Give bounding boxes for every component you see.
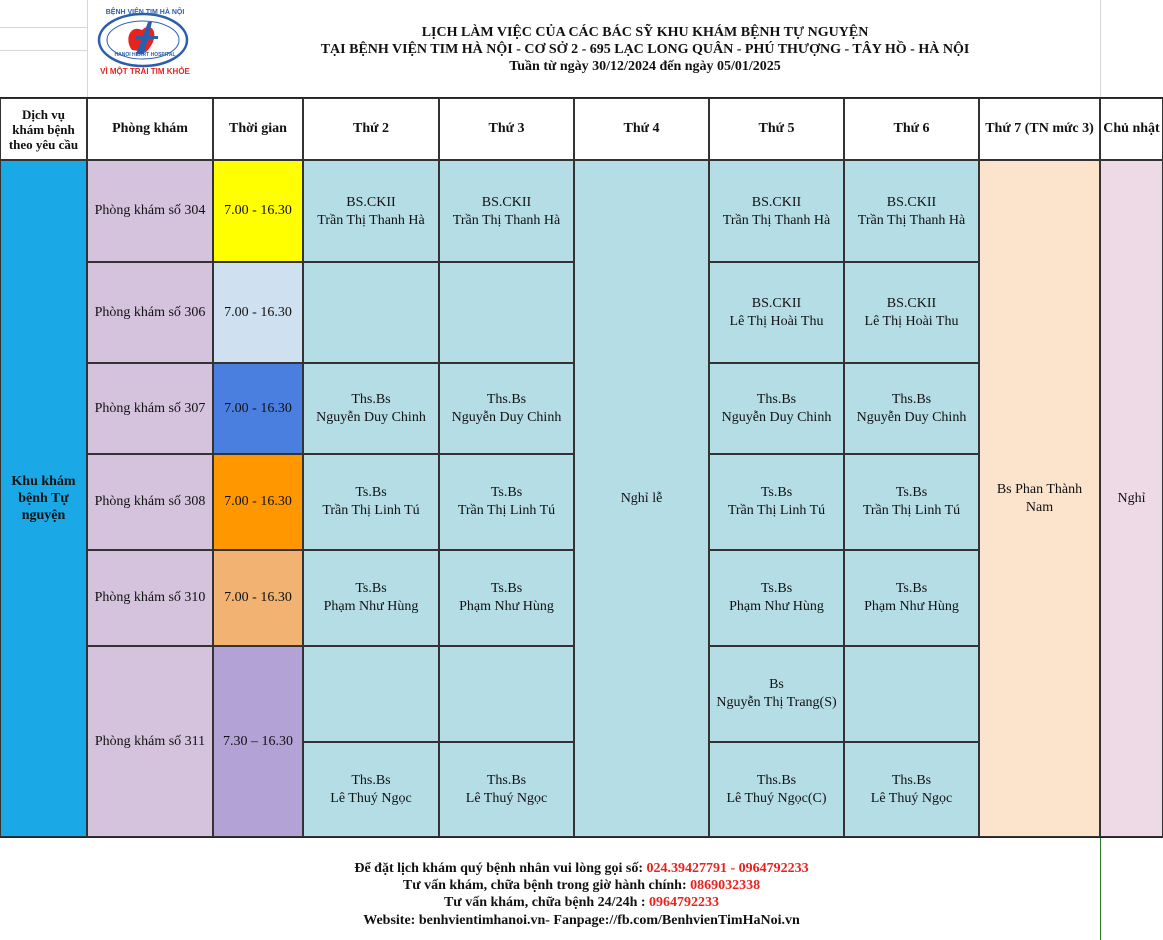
hotline-label: Tư vấn khám, chữa bệnh 24/24h : [443,895,650,910]
doctor-name: Nguyễn Duy Chinh [316,409,426,425]
logo-slogan: VÌ MỘT TRÁI TIM KHỎE [100,67,190,76]
doctor-cell-thu [709,742,844,837]
booking-label: Để đặt lịch khám quý bệnh nhân vui lòng gọi số: [354,861,647,876]
col-header-tue: Thứ 3 [439,98,574,160]
doctor-title: Ths.Bs [891,391,932,407]
doctor-cell-mon [303,646,439,742]
room-label: Phòng khám số 310 [94,590,206,605]
doctor-cell-thu [709,550,844,646]
doctor-cell-tue [439,160,574,262]
office-hours-label: Tư vấn khám, chữa bệnh trong giờ hành chính: [402,878,691,893]
doctor-title: BS.CKII [751,296,802,311]
doctor-name: Lê Thị Hoài Thu [864,314,959,329]
col-header-sun: Chủ nhật [1100,98,1163,160]
room-label: Phòng khám số 308 [94,494,206,509]
doctor-title: Ths.Bs [486,772,527,788]
time-label: 7.00 - 16.30 [224,304,292,320]
doctor-cell-tue [439,550,574,646]
doctor-name: Nguyễn Duy Chinh [856,409,967,425]
doctor-title: BS.CKII [886,195,937,210]
doctor-title: Ts.Bs [895,581,928,596]
week-range: Tuần từ ngày 30/12/2024 đến ngày 05/01/2025 [509,59,781,74]
time-cell [213,646,303,837]
doctor-cell-tue [439,363,574,454]
doctor-title: Ts.Bs [895,485,928,500]
page-subtitle: TẠI BỆNH VIỆN TIM HÀ NỘI - CƠ SỞ 2 - 695 LẠC LONG QUÂN - PHÚ THƯỢNG - TÂY HỒ - HÀ NỘI [320,42,970,57]
doctor-title: Bs [769,677,784,692]
doctor-name: Trần Thị Thanh Hà [452,213,561,228]
grid-line [0,27,88,28]
doctor-name: Trần Thị Thanh Hà [857,213,966,228]
time-cell [213,454,303,550]
doctor-cell-tue [439,262,574,363]
time-label: 7.00 - 16.30 [224,203,292,218]
hotline-phone[interactable]: 0964792233 [649,895,720,910]
sun-cell [1100,160,1163,837]
doctor-name: Lê Thuý Ngọc [870,790,953,806]
doctor-title: Ts.Bs [760,581,793,596]
logo-text-top: BỆNH VIỆN TIM HÀ NỘI [105,9,185,16]
doctor-cell-tue [439,454,574,550]
doctor-title: BS.CKII [886,296,937,311]
area-cell [0,160,87,837]
doctor-name: Nguyễn Duy Chinh [721,409,832,425]
doctor-title: Ts.Bs [490,581,523,596]
col-header-sat: Thứ 7 (TN mức 3) [979,98,1100,160]
time-cell [213,262,303,363]
wed-holiday-cell [574,160,709,837]
office-hours-phone[interactable]: 0869032338 [690,878,761,893]
doctor-title: Ts.Bs [490,485,523,500]
doctor-title: Ths.Bs [486,391,527,407]
col-header-service: Dịch vụ khám bệnh theo yêu cầu [0,98,87,160]
doctor-cell-thu [709,160,844,262]
doctor-title: Ths.Bs [351,772,391,788]
doctor-name: Trần Thị Linh Tú [862,503,961,518]
doctor-cell-thu [709,454,844,550]
doctor-name: Phạm Như Hùng [323,599,419,614]
time-cell [213,160,303,262]
col-header-fri: Thứ 6 [844,98,979,160]
website-line[interactable]: Website: benhvientimhanoi.vn- Fanpage://fb.com/BenhvienTimHaNoi.vn [363,913,800,928]
doctor-title: Ths.Bs [756,391,797,407]
grid-line [1100,0,1101,97]
doctor-name: Lê Thuý Ngọc [465,790,548,806]
doctor-title: Ths.Bs [756,772,797,788]
doctor-title: Ts.Bs [355,485,387,500]
doctor-cell-fri [844,550,979,646]
doctor-cell-mon [303,160,439,262]
logo-text-bottom: HANOI HEART HOSPITAL [114,52,176,58]
time-cell [213,550,303,646]
doctor-cell-tue [439,742,574,837]
room-label: Phòng khám số 307 [94,400,206,416]
doctor-name: Nguyễn Duy Chinh [451,409,562,425]
doctor-name: Phạm Như Hùng [459,599,554,614]
doctor-cell-fri [844,742,979,837]
doctor-cell-thu [709,363,844,454]
col-header-time: Thời gian [213,98,303,160]
doctor-cell-fri [844,646,979,742]
col-header-mon: Thứ 2 [303,98,439,160]
time-label: 7.00 - 16.30 [224,494,292,509]
time-cell [213,363,303,454]
time-label: 7.00 - 16.30 [224,400,292,416]
room-label: Phòng khám số 306 [94,304,206,320]
doctor-title: Ts.Bs [355,581,387,596]
booking-line [0,861,1163,877]
room-cell [87,160,213,262]
doctor-name: Phạm Như Hùng [729,599,824,614]
room-cell [87,646,213,837]
doctor-title: Ths.Bs [891,772,932,788]
doctor-cell-fri [844,160,979,262]
sat-cell [979,160,1100,837]
doctor-cell-mon [303,550,439,646]
doctor-name: Trần Thị Linh Tú [727,503,826,518]
doctor-title: BS.CKII [751,195,802,210]
doctor-name: Lê Thuý Ngọc(C) [726,790,827,806]
doctor-name: Trần Thị Thanh Hà [722,213,831,228]
office-hours-line [0,878,1163,894]
doctor-name: Phạm Như Hùng [864,599,959,614]
doctor-cell-mon [303,262,439,363]
col-header-wed: Thứ 4 [574,98,709,160]
room-label: Phòng khám số 311 [94,733,206,749]
doctor-title: BS.CKII [346,195,396,210]
area-label: Khu khám bệnh Tự nguyện [11,474,76,523]
time-label: 7.00 - 16.30 [224,590,292,605]
doctor-cell-fri [844,363,979,454]
doctor-title: BS.CKII [481,195,532,210]
doctor-cell-mon [303,363,439,454]
doctor-name: Trần Thị Thanh Hà [317,213,425,228]
room-cell [87,262,213,363]
doctor-name: Nguyễn Thị Trang(S) [716,695,837,710]
col-header-room: Phòng khám [87,98,213,160]
room-cell [87,454,213,550]
wed-holiday-label: Nghỉ lễ [620,490,663,506]
room-label: Phòng khám số 304 [94,203,206,218]
hotline-line [0,895,1163,911]
page-title: LỊCH LÀM VIỆC CỦA CÁC BÁC SỸ KHU KHÁM BỆNH TỰ NGUYỆN [421,25,869,40]
grid-line [87,0,88,97]
col-header-thu: Thứ 5 [709,98,844,160]
doctor-name: Trần Thị Linh Tú [322,503,420,518]
doctor-name: Trần Thị Linh Tú [457,503,556,518]
sat-doctor: Bs Phan Thành Nam [996,481,1083,515]
doctor-cell-fri [844,454,979,550]
doctor-cell-mon [303,454,439,550]
sun-label: Nghỉ [1117,490,1146,506]
doctor-name: Lê Thuý Ngọc [330,790,412,806]
doctor-title: Ts.Bs [760,485,793,500]
doctor-cell-thu [709,262,844,363]
room-cell [87,363,213,454]
doctor-cell-tue [439,646,574,742]
doctor-cell-thu [709,646,844,742]
time-label: 7.30 – 16.30 [223,733,293,749]
booking-phone[interactable]: 024.39427791 - 0964792233 [646,861,809,876]
doctor-name: Lê Thị Hoài Thu [729,314,824,329]
grid-line [0,50,88,51]
room-cell [87,550,213,646]
hospital-logo [96,10,194,80]
doctor-cell-mon [303,742,439,837]
doctor-title: Ths.Bs [351,391,391,407]
doctor-cell-fri [844,262,979,363]
